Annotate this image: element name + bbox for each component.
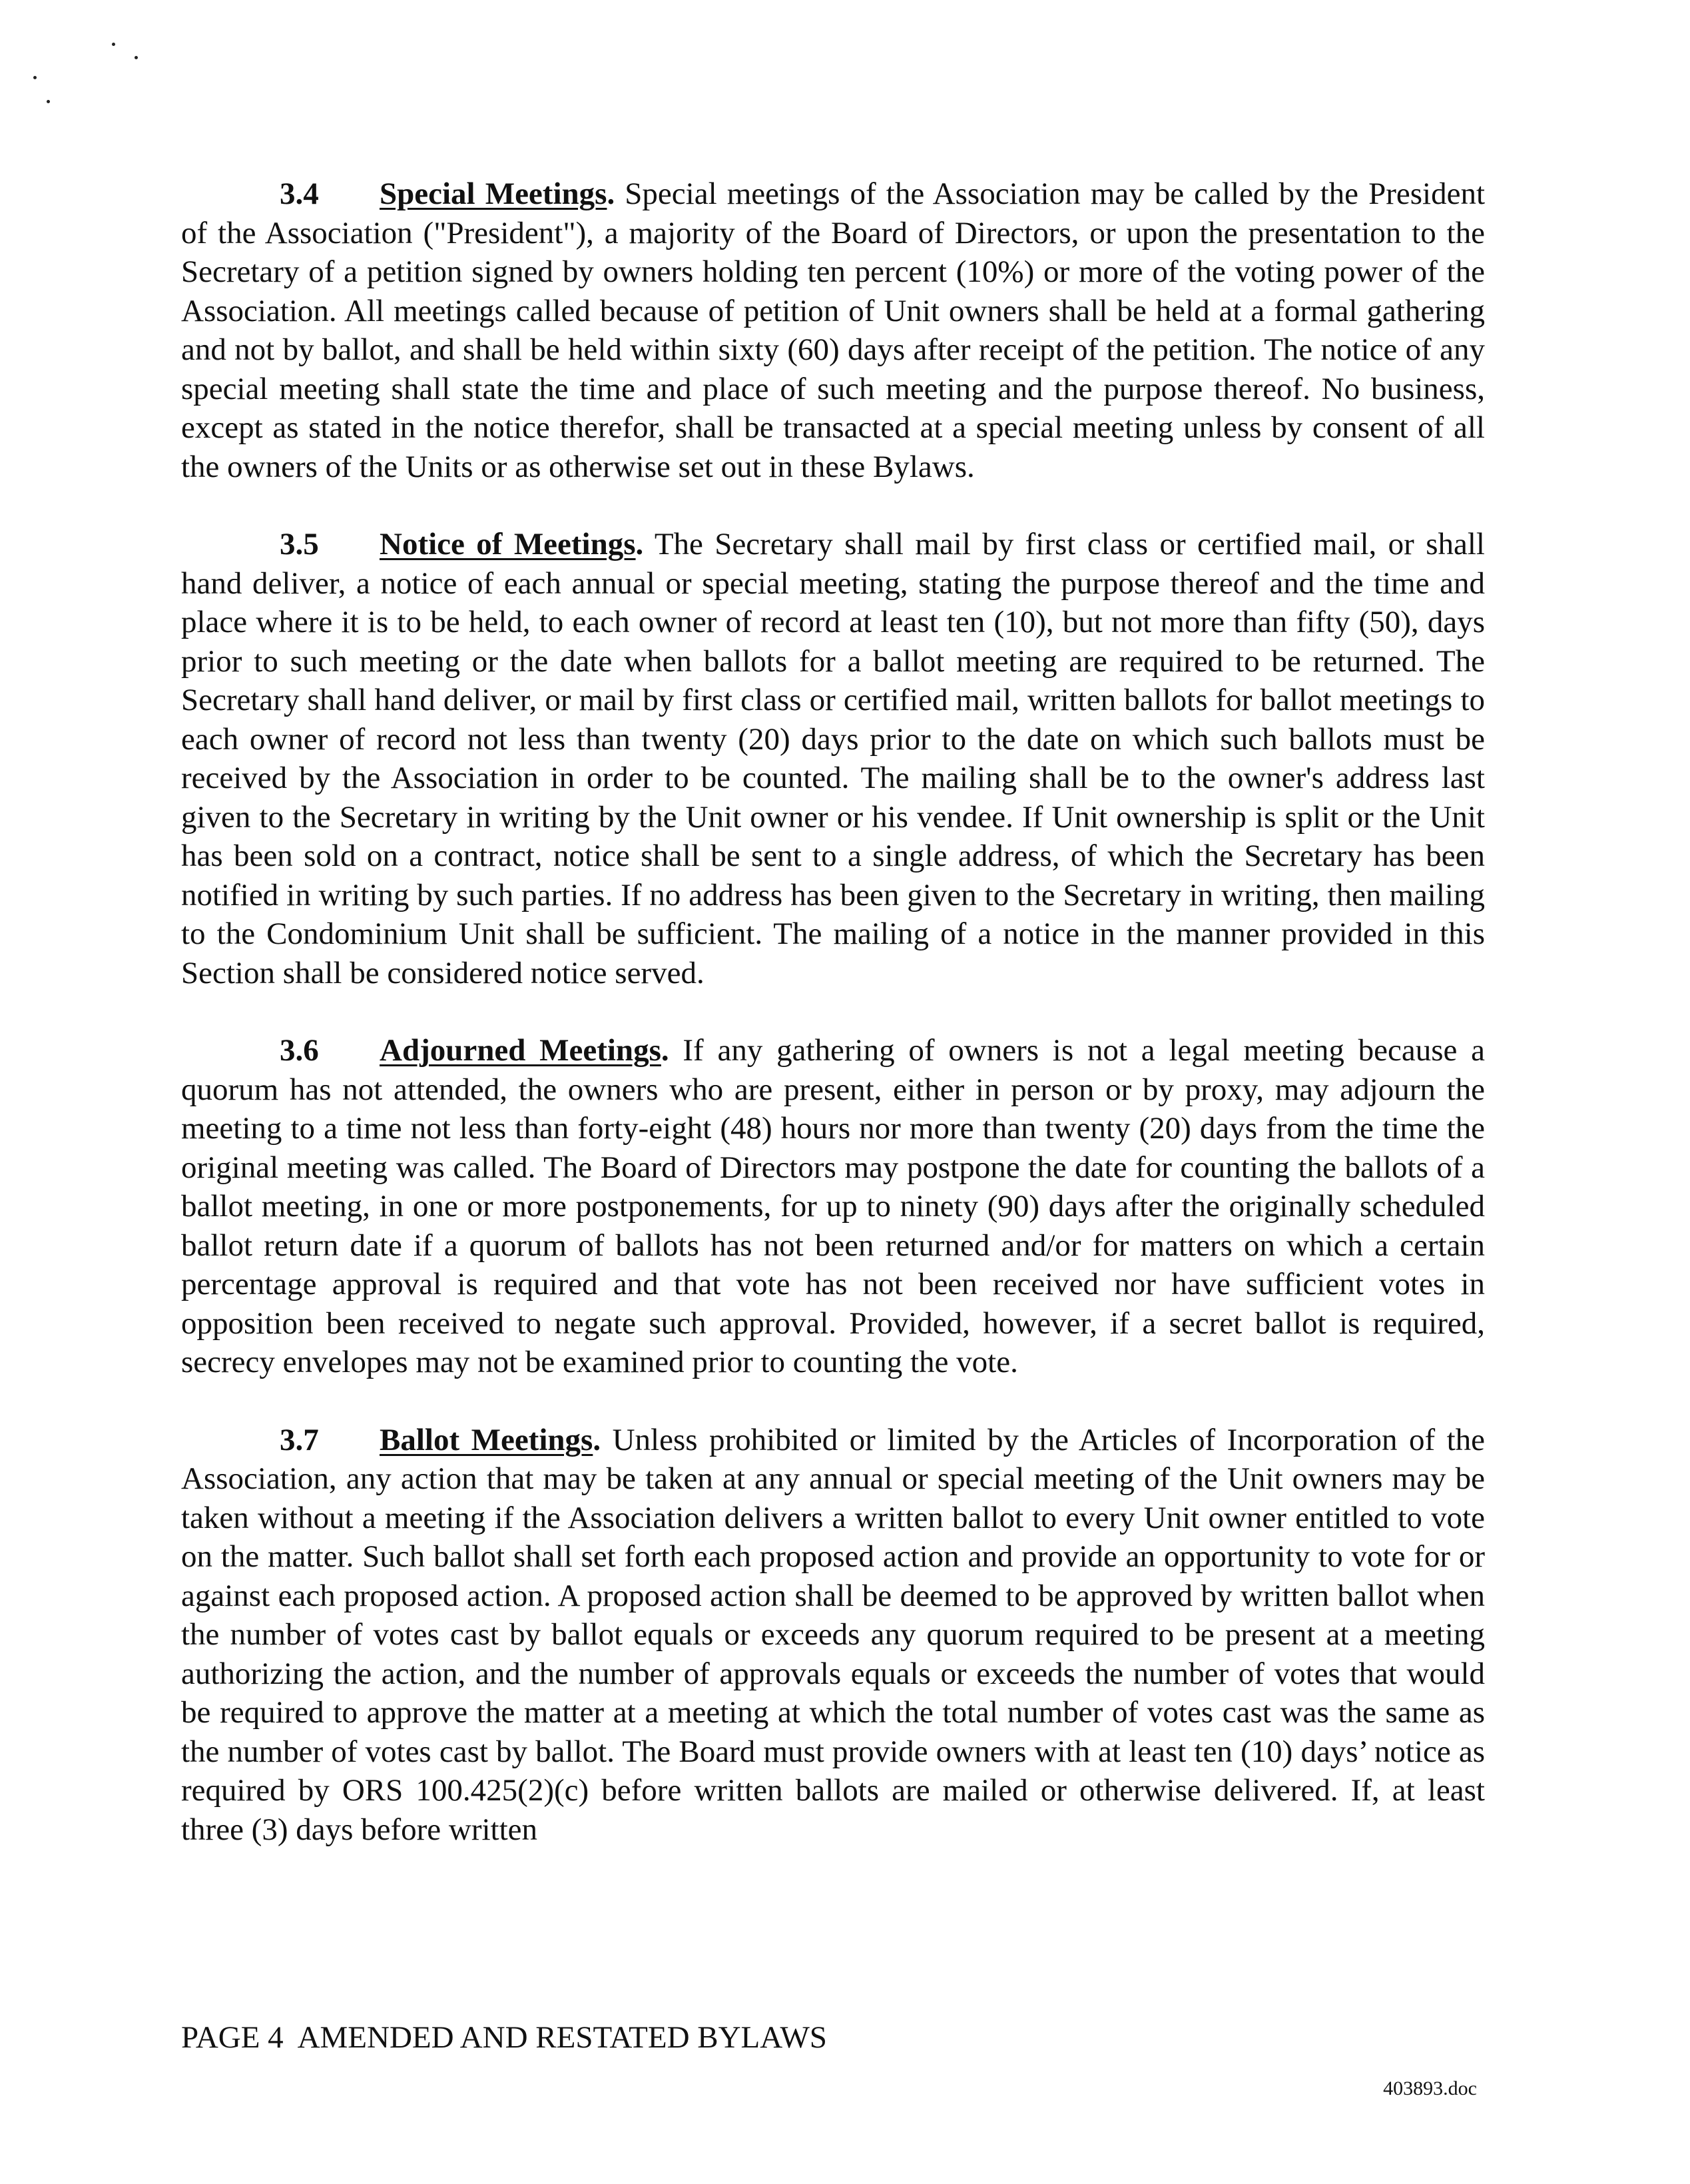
- section-heading: Notice of Meetings: [380, 527, 636, 561]
- page-footer: PAGE 4 AMENDED AND RESTATED BYLAWS: [181, 2020, 827, 2055]
- scan-speck: [112, 43, 115, 46]
- section-number: 3.4: [280, 177, 319, 211]
- section-number: 3.5: [280, 527, 319, 561]
- document-id: 403893.doc: [1383, 2077, 1477, 2099]
- section-text: Special meetings of the Association may be called by the President of the Association ("President"), a majority of the Board of Directors, or upon the presentation to the Secretary of a petition signed by owners holding ten percent (10%) or more of the voting power of the Association. All meetings called because of petition of Unit owners shall be held at a formal gathering and not by ballot, and shall be held within sixty (60) days after receipt of the petition. The notice of any special meeting shall state the time and place of such meeting and the purpose thereof. No business, except as stated in the notice therefor, shall be transacted at a special meeting unless by consent of all the owners of the Units or as otherwise set out in these Bylaws.: [181, 177, 1485, 484]
- section-text: If any gathering of owners is not a legal meeting because a quorum has not attended, the owners who are present, either in person or by proxy, may adjourn the meeting to a time not less than forty-eight (48) hours nor more than twenty (20) days from the time the original meeting was called. The Board of Directors may postpone the date for counting the ballots of a ballot meeting, in one or more postponements, for up to ninety (90) days after the originally scheduled ballot return date if a quorum of ballots has not been returned and/or for matters on which a certain percentage approval is required and that vote has not been received nor have sufficient votes in opposition been received to negate such approval. Provided, however, if a secret ballot is required, secrecy envelopes may not be examined prior to counting the vote.: [181, 1033, 1486, 1379]
- section-heading: Adjourned Meetings: [380, 1033, 661, 1068]
- document-body: [181, 175, 1485, 1888]
- section-3-7: 3.7 Ballot Meetings. Unless prohibited or limited by the Articles of Incorporation of the Association, any action that may be taken at any annual or special meeting of the Unit owners may be taken without a meeting if the Association delivers a written ballot to every Unit owner entitled to vote on the matter. Such ballot shall set forth each proposed action and provide an opportunity to vote for or against each proposed action. A proposed action shall be deemed to be approved by written ballot when the number of votes cast by ballot equals or exceeds any quorum required to be present at a meeting authorizing the action, and the number of approvals equals or exceeds the number of votes that would be required to approve the matter at a meeting at which the total number of votes cast was the same as the number of votes cast by ballot. The Board must provide owners with at least ten (10) days’ notice as required by ORS 100.425(2)(c) before written ballots are mailed or otherwise delivered. If, at least three (3) days before written: [181, 1421, 1485, 1850]
- section-heading: Ballot Meetings: [380, 1422, 593, 1457]
- scan-speck: [33, 76, 37, 79]
- section-number: 3.7: [280, 1422, 319, 1457]
- section-heading: Special Meetings: [380, 177, 607, 211]
- section-3-5: 3.5 Notice of Meetings. The Secretary shall mail by first class or certified mail, or shall hand deliver, a notice of each annual or special meeting, stating the purpose thereof and the time and place where it is to be held, to each owner of record at least ten (10), but not more than fifty (50), days prior to such meeting or the date when ballots for a ballot meeting are required to be returned. The Secretary shall hand deliver, or mail by first class or certified mail, written ballots for ballot meetings to each owner of record not less than twenty (20) days prior to the date on which such ballots must be received by the Association in order to be counted. The mailing shall be to the owner's address last given to the Secretary in writing by the Unit owner or his vendee. If Unit ownership is split or the Unit has been sold on a contract, notice shall be sent to a single address, of which the Secretary has been notified in writing by such parties. If no address has been given to the Secretary in writing, then mailing to the Condominium Unit shall be sufficient. The mailing of a notice in the manner provided in this Section shall be considered notice served.: [181, 525, 1485, 992]
- section-text: Unless prohibited or limited by the Articles of Incorporation of the Association, any action that may be taken at any annual or special meeting of the Unit owners may be taken without a meeting if the Association delivers a written ballot to every Unit owner entitled to vote on the matter. Such ballot shall set forth each proposed action and provide an opportunity to vote for or against each proposed action. A proposed action shall be deemed to be approved by written ballot when the number of votes cast by ballot equals or exceeds any quorum required to be present at a meeting authorizing the action, and the number of approvals equals or exceeds the number of votes that would be required to approve the matter at a meeting at which the total number of votes cast was the same as the number of votes cast by ballot. The Board must provide owners with at least ten (10) days’ notice as required by ORS 100.425(2)(c) before written ballots are mailed or otherwise delivered. If, at least three (3) days before written: [181, 1422, 1485, 1847]
- scan-speck: [135, 56, 138, 59]
- scan-speck: [47, 100, 50, 103]
- section-3-4: 3.4 Special Meetings. Special meetings of the Association may be called by the President of the Association ("President"), a majority of the Board of Directors, or upon the presentation to the Secretary of a petition signed by owners holding ten percent (10%) or more of the voting power of the Association. All meetings called because of petition of Unit owners shall be held at a formal gathering and not by ballot, and shall be held within sixty (60) days after receipt of the petition. The notice of any special meeting shall state the time and place of such meeting and the purpose thereof. No business, except as stated in the notice therefor, shall be transacted at a special meeting unless by consent of all the owners of the Units or as otherwise set out in these Bylaws.: [181, 175, 1485, 486]
- section-number: 3.6: [280, 1033, 319, 1068]
- section-3-6: 3.6 Adjourned Meetings. If any gathering of owners is not a legal meeting because a quorum has not attended, the owners who are present, either in person or by proxy, may adjourn the meeting to a time not less than forty-eight (48) hours nor more than twenty (20) days from the time the original meeting was called. The Board of Directors may postpone the date for counting the ballots of a ballot meeting, in one or more postponements, for up to ninety (90) days after the originally scheduled ballot return date if a quorum of ballots has not been returned and/or for matters on which a certain percentage approval is required and that vote has not been received nor have sufficient votes in opposition been received to negate such approval. Provided, however, if a secret ballot is required, secrecy envelopes may not be examined prior to counting the vote.: [181, 1031, 1485, 1382]
- section-text: The Secretary shall mail by first class or certified mail, or shall hand deliver, a notice of each annual or special meeting, stating the purpose thereof and the time and place where it is to be held, to each owner of record at least ten (10), but not more than fifty (50), days prior to such meeting or the date when ballots for a ballot meeting are required to be returned. The Secretary shall hand deliver, or mail by first class or certified mail, written ballots for ballot meetings to each owner of record not less than twenty (20) days prior to the date on which such ballots must be received by the Association in order to be counted. The mailing shall be to the owner's address last given to the Secretary in writing by the Unit owner or his vendee. If Unit ownership is split or the Unit has been sold on a contract, notice shall be sent to a single address, of which the Secretary has been notified in writing by such parties. If no address has been given to the Secretary in writing, then mailing to the Condominium Unit shall be sufficient. The mailing of a notice in the manner provided in this Section shall be considered notice served.: [181, 527, 1485, 990]
